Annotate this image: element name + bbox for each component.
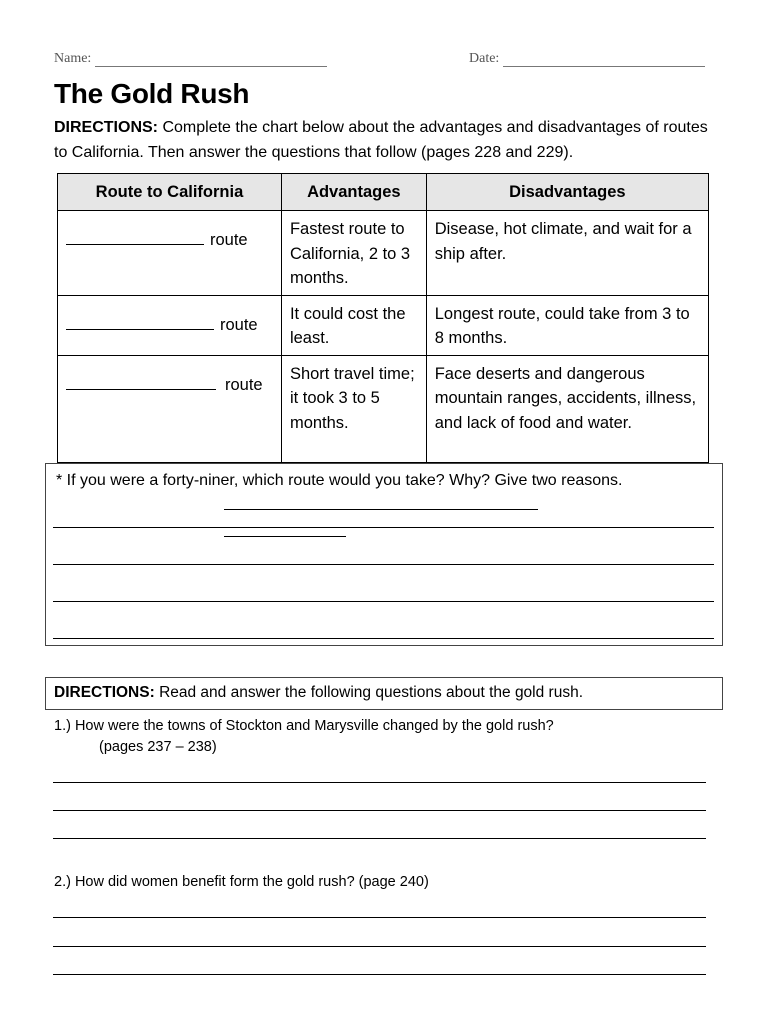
directions-label: DIRECTIONS: — [54, 684, 155, 701]
name-label: Name: — [54, 51, 92, 66]
directions-questions — [54, 684, 583, 702]
directions-text: Read and answer the following questions about the gold rush. — [159, 684, 584, 701]
answer-line[interactable] — [53, 974, 706, 975]
header-advantages: Advantages — [281, 174, 426, 211]
route-blank[interactable] — [66, 312, 214, 330]
directions-label: DIRECTIONS: — [54, 119, 158, 136]
route-blank[interactable] — [66, 227, 204, 245]
directions-text: Complete the chart below about the advantages and disadvantages of routes to California. Then answer the questions that follow (pages 228 and 229). — [54, 119, 708, 161]
route-word: route — [225, 375, 263, 394]
header-disadvantages: Disadvantages — [426, 174, 708, 211]
date-input-line[interactable] — [503, 52, 705, 67]
route-word: route — [220, 315, 258, 334]
table-row — [58, 211, 709, 296]
header-route: Route to California — [58, 174, 282, 211]
table-row — [58, 355, 709, 462]
table-header-row — [58, 174, 709, 211]
forty-niner-question: * If you were a forty-niner, which route would you take? Why? Give two reasons. — [56, 472, 623, 489]
disadvantages-cell: Disease, hot climate, and wait for a ship after. — [426, 211, 708, 296]
disadvantages-cell: Longest route, could take from 3 to 8 months. — [426, 295, 708, 355]
advantages-cell: Fastest route to California, 2 to 3 months. — [281, 211, 426, 296]
answer-line[interactable] — [224, 536, 346, 537]
route-blank[interactable] — [66, 372, 216, 390]
routes-table — [57, 173, 709, 463]
route-cell[interactable] — [58, 211, 282, 296]
route-cell[interactable] — [58, 295, 282, 355]
advantages-cell: It could cost the least. — [281, 295, 426, 355]
answer-line[interactable] — [53, 782, 706, 783]
answer-line[interactable] — [53, 917, 706, 918]
question-2: 2.) How did women benefit form the gold rush? (page 240) — [54, 874, 429, 890]
answer-line[interactable] — [53, 527, 714, 528]
date-label: Date: — [469, 51, 500, 66]
forty-niner-box — [45, 463, 723, 646]
page-title: The Gold Rush — [54, 78, 250, 109]
answer-line[interactable] — [53, 946, 706, 947]
route-word: route — [210, 231, 248, 249]
answer-line[interactable] — [53, 810, 706, 811]
disadvantages-cell: Face deserts and dangerous mountain ranges, accidents, illness, and lack of food and water. — [426, 355, 708, 462]
route-cell[interactable] — [58, 355, 282, 462]
question-1: 1.) How were the towns of Stockton and Marysville changed by the gold rush? — [54, 718, 554, 734]
advantages-cell: Short travel time; it took 3 to 5 months. — [281, 355, 426, 462]
date-field[interactable] — [469, 51, 705, 67]
question-1-pages: (pages 237 – 238) — [99, 739, 217, 755]
answer-line[interactable] — [53, 564, 714, 565]
answer-line[interactable] — [224, 509, 538, 510]
table-row — [58, 295, 709, 355]
answer-line[interactable] — [53, 838, 706, 839]
name-input-line[interactable] — [95, 52, 327, 67]
answer-line[interactable] — [53, 601, 714, 602]
answer-line[interactable] — [53, 638, 714, 639]
name-field[interactable] — [54, 51, 327, 67]
directions-chart — [54, 115, 724, 165]
